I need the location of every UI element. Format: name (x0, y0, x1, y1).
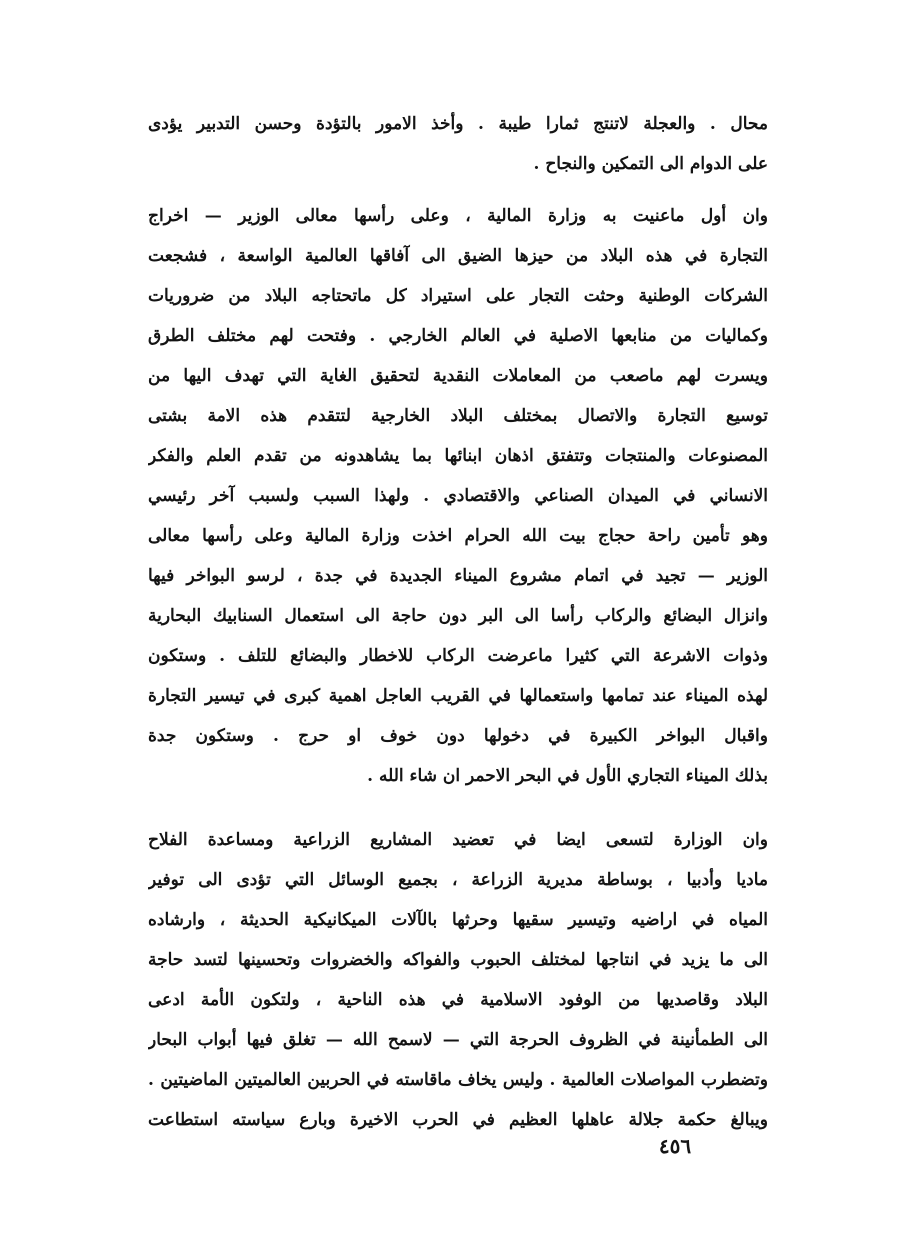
text-line: الوزير — تجيد في اتمام مشروع الميناء الجديدة في جدة ، لرسو البواخر فيها (148, 566, 768, 586)
text-line: بذلك الميناء التجاري الأول في البحر الاحمر ان شاء الله . (367, 766, 768, 786)
paragraph-finance-ministry-trade (148, 196, 768, 796)
text-line: الى ما يزيد في انتاجها لمختلف الحبوب والفواكه والخضروات وتحسينها لتسد حاجة (148, 950, 768, 970)
text-line: وذوات الاشرعة التي كثيرا ماعرضت الركاب للاخطار والبضائع للتلف . وستكون (148, 646, 768, 666)
text-line: ويبالغ حكمة جلالة عاهلها العظيم في الحرب الاخيرة وبارع سياسته استطاعت (148, 1110, 768, 1130)
text-line: وهو تأمين راحة حجاج بيت الله الحرام اخذت وزارة المالية وعلى رأسها معالى (148, 526, 768, 546)
text-line: وكماليات من منابعها الاصلية في العالم الخارجي . وفتحت لهم مختلف الطرق (148, 326, 768, 346)
text-line: واقبال البواخر الكبيرة في دخولها دون خوف او حرج . وستكون جدة (148, 726, 768, 746)
text-line: البلاد وقاصديها من الوفود الاسلامية في هذه الناحية ، ولتكون الأمة ادعى (148, 990, 768, 1010)
text-line: على الدوام الى التمكين والنجاح . (533, 154, 768, 174)
text-line: التجارة في هذه البلاد من حيزها الضيق الى آفاقها العالمية الواسعة ، فشجعت (148, 246, 768, 266)
text-line: الشركات الوطنية وحثت التجار على استيراد كل ماتحتاجه البلاد من ضروريات (148, 286, 768, 306)
text-line: لهذه الميناء عند تمامها واستعمالها في القريب العاجل اهمية كبرى في تيسير التجارة (148, 686, 768, 706)
text-line: وان الوزارة لتسعى ايضا في تعضيد المشاريع الزراعية ومساعدة الفلاح (148, 830, 768, 850)
paragraph-agriculture (148, 820, 768, 1140)
text-line: ماديا وأدبيا ، بوساطة مديرية الزراعة ، بجميع الوسائل التي تؤدى الى توفير (148, 870, 768, 890)
text-line: محال . والعجلة لاتنتج ثمارا طيبة . وأخذ الامور بالتؤدة وحسن التدبير يؤدى (148, 114, 768, 134)
text-line: وان أول ماعنيت به وزارة المالية ، وعلى رأسها معالى الوزير — اخراج (148, 206, 768, 226)
text-line: توسيع التجارة والاتصال بمختلف البلاد الخارجية لتتقدم هذه الامة بشتى (148, 406, 768, 426)
text-line: المياه في اراضيه وتيسير سقيها وحرثها بالآلات الميكانيكية الحديثة ، وارشاده (148, 910, 768, 930)
text-line: الى الطمأنينة في الظروف الحرجة التي — لاسمح الله — تغلق فيها أبواب البحار (148, 1030, 768, 1050)
text-line: الانساني في الميدان الصناعي والاقتصادي . ولهذا السبب ولسبب آخر رئيسي (148, 486, 768, 506)
text-line: وتضطرب المواصلات العالمية . وليس يخاف ماقاسته في الحربين العالميتين الماضيتين . (148, 1070, 768, 1090)
page-number: ٤٥٦ (658, 1134, 692, 1158)
text-line: المصنوعات والمنتجات وتتفتق اذهان ابنائها بما يشاهدونه من تقدم العلم والفكر (148, 446, 768, 466)
text-line: ويسرت لهم ماصعب من المعاملات النقدية لتحقيق الغاية التي تهدف اليها من (148, 366, 768, 386)
text-line: وانزال البضائع والركاب رأسا الى البر دون حاجة الى استعمال السنابيك البحارية (148, 606, 768, 626)
paragraph-continuation (148, 104, 768, 184)
